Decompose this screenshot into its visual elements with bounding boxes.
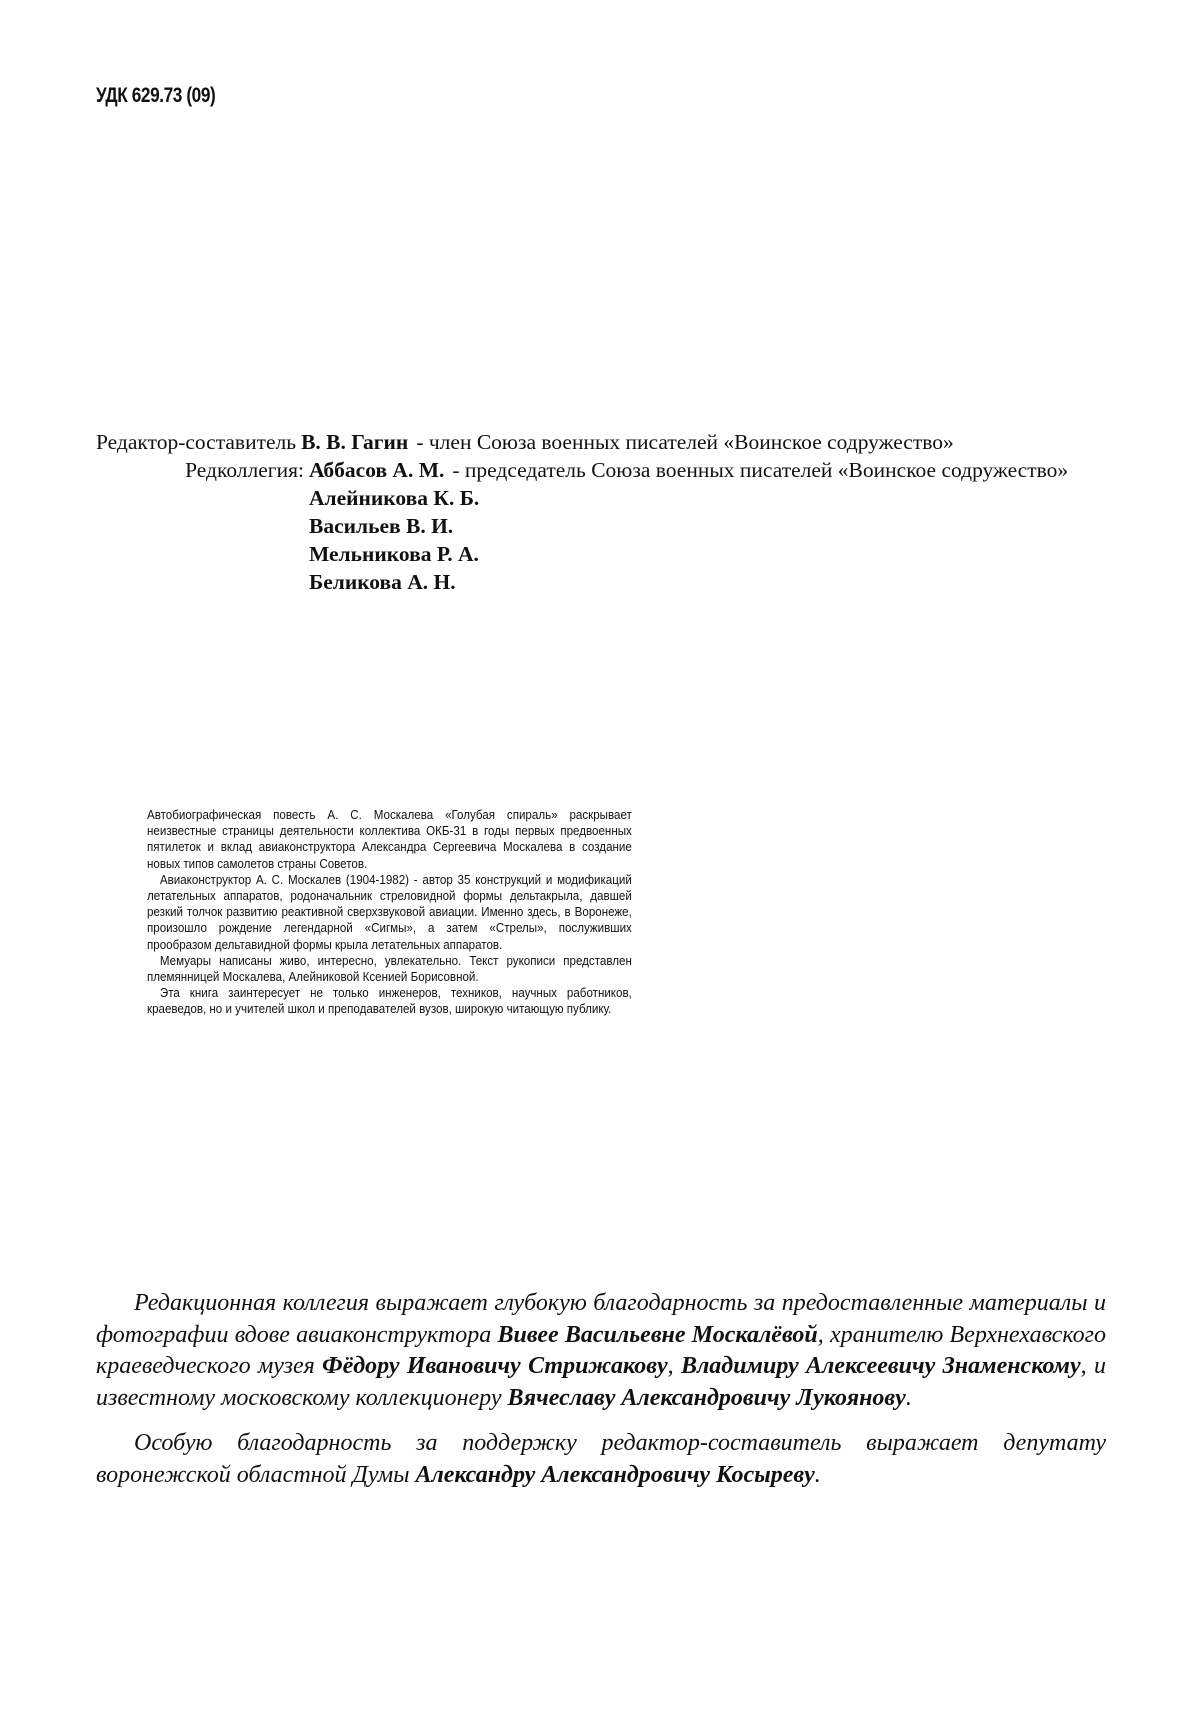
board-member: Мельникова Р. А. (309, 542, 479, 566)
ack-person: Вивее Васильевне Москалёвой (497, 1321, 818, 1348)
ack-text: , и известному московскому коллекционеру (96, 1353, 1106, 1411)
ack-text: Особую благодарность за поддержку редактор-составитель выражает депутату воронежской областной Думы (96, 1430, 1106, 1488)
editor-role: - член Союза военных писателей «Воинское содружество» (416, 430, 954, 454)
book-annotation (147, 807, 632, 1018)
board-line (96, 456, 1106, 484)
annotation-paragraph: Автобиографическая повесть А. С. Москалева «Голубая спираль» раскрывает неизвестные страницы деятельности коллектива ОКБ-31 в годы первых предвоенных пятилеток и вклад авиаконструктора Александра Сергеевича Москалева в создание новых типов самолетов страны Советов. (147, 808, 632, 871)
annotation-paragraph: Эта книга заинтересует не только инженеров, техников, научных работников, краеведов, но и учителей школ и преподавателей вузов, широкую читающую публику. (147, 986, 632, 1017)
acknowledgements (96, 1288, 1106, 1505)
ack-text: . (814, 1461, 821, 1488)
annotation-paragraph: Мемуары написаны живо, интересно, увлекательно. Текст рукописи представлен племянницей Москалева, Алейниковой Ксенией Борисовной. (147, 953, 632, 985)
ack-person: Владимиру Алексеевичу Знаменскому (680, 1353, 1081, 1379)
ack-text: . (905, 1384, 912, 1411)
annotation-paragraph: Авиаконструктор А. С. Москалев (1904-1982) - автор 35 конструкций и модификаций летательных аппаратов, родоначальник стреловидной формы дельтакрыла, давшей резкий толчок развитию реактивной сверхзвуковой авиации. Именно здесь, в Воронеже, произошло рождение легендарной «Сигмы», а затем «Стрелы», послуживших прообразом дельтавидной формы крыла летательных аппаратов. (147, 872, 632, 952)
ack-person: Александру Александровичу Косыреву (415, 1461, 815, 1488)
ack-text: , (667, 1353, 681, 1379)
acknowledgement-paragraph (96, 1288, 1106, 1414)
board-member: Алейникова К. Б. (309, 486, 480, 510)
ack-person: Фёдору Ивановичу Стрижакову (322, 1353, 668, 1379)
board-head-name: Аббасов А. М. (309, 458, 445, 482)
board-head-role: - председатель Союза военных писателей «Воинское содружество» (452, 458, 1069, 482)
acknowledgement-paragraph (96, 1428, 1106, 1491)
board-label: Редколлегия: (185, 458, 304, 482)
ack-text: Редакционная коллегия выражает глубокую благодарность за предоставленные материалы и фотографии вдове авиаконструктора (96, 1290, 1106, 1348)
editor-label: Редактор-составитель (96, 430, 297, 454)
ack-person: Вячеславу Александровичу Лукоянову (507, 1384, 906, 1411)
editor-line (96, 428, 1106, 456)
board-member: Беликова А. Н. (309, 570, 456, 594)
udk-code: УДК 629.73 (09) (96, 84, 216, 107)
editorial-credits (96, 428, 1106, 596)
ack-text: , хранителю Верхнехавского краеведческого музея (96, 1321, 1107, 1379)
board-member: Васильев В. И. (309, 514, 454, 538)
editor-name: В. В. Гагин (301, 430, 409, 454)
